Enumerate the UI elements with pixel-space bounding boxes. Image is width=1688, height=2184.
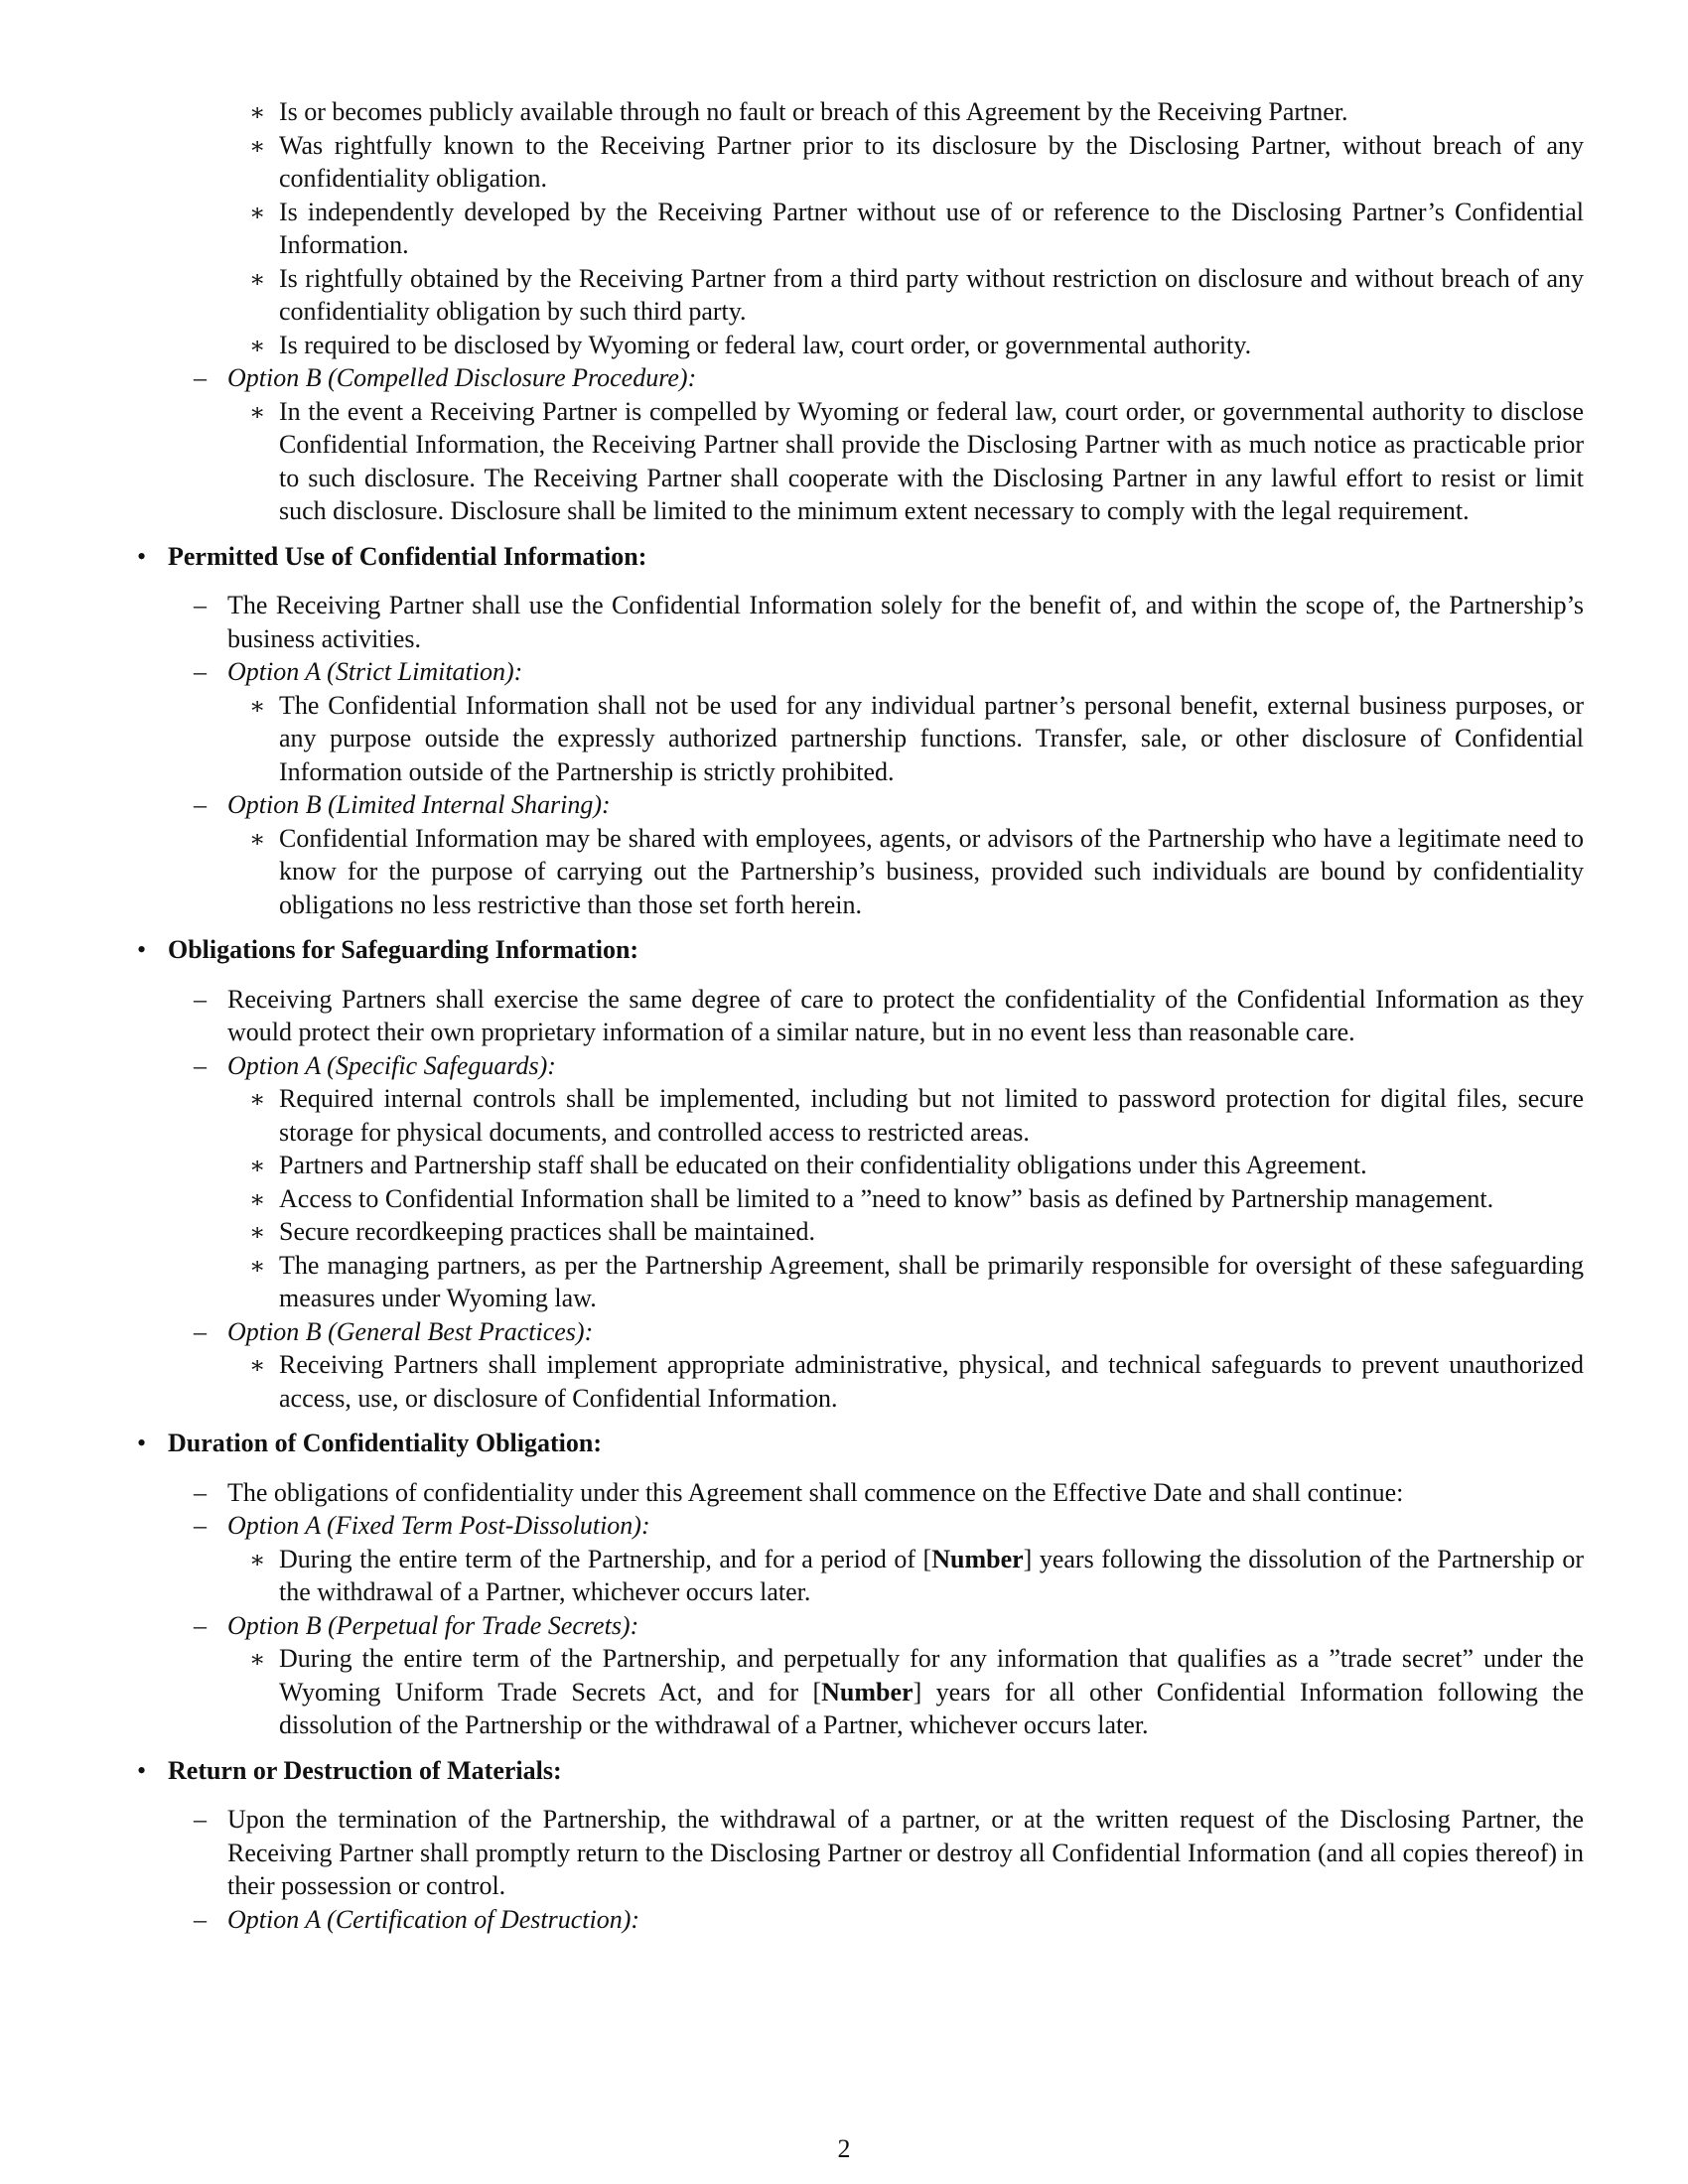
asterisk-bullet-icon: ∗: [249, 1647, 266, 1673]
section-intro: – The obligations of confidentiality under this Agreement shall commence on the Effective Date and shall continue:: [134, 1476, 1584, 1510]
option-text: ∗ During the entire term of the Partnership, and for a period of [Number] years following the dissolution of the Partnership or the withdrawal of a Partner, whichever occurs later.: [249, 1544, 1584, 1606]
dash-bullet-icon: –: [194, 1316, 207, 1346]
asterisk-bullet-icon: ∗: [249, 1186, 266, 1213]
safeguard-item: ∗ The managing partners, as per the Partnership Agreement, shall be primarily responsible for oversight of these safeguarding measures under Wyoming law.: [249, 1250, 1584, 1312]
exception-item: ∗ Is required to be disclosed by Wyoming or federal law, court order, or governmental authority.: [134, 329, 1584, 362]
placeholder-number: Number: [931, 1544, 1024, 1573]
option-text: ∗ During the entire term of the Partnership, and perpetually for any information that qualifies as a ”trade secret” under the Wyoming Uniform Trade Secrets Act, and for [Number] years for all other Confidential Information following the dissolution of the Partnership or the withdrawal of a Partner, whichever occurs later.: [249, 1644, 1584, 1739]
asterisk-bullet-icon: ∗: [249, 399, 266, 426]
asterisk-bullet-icon: ∗: [249, 693, 266, 720]
dash-bullet-icon: –: [194, 1477, 207, 1507]
dash-bullet-icon: –: [194, 790, 207, 819]
option-label: – Option A (Fixed Term Post-Dissolution):: [134, 1509, 1584, 1543]
option-label: – Option B (General Best Practices):: [134, 1315, 1584, 1349]
bullet-icon: •: [137, 935, 147, 964]
dash-bullet-icon: –: [194, 1511, 207, 1540]
exception-item: ∗ Was rightfully known to the Receiving Partner prior to its disclosure by the Disclosing Partner, without breach of any confidentiality obligation.: [249, 130, 1584, 193]
asterisk-bullet-icon: ∗: [249, 826, 266, 853]
exception-item: ∗ Is rightfully obtained by the Receiving Partner from a third party without restriction on disclosure and without breach of any confidentiality obligation by such third party.: [249, 263, 1584, 326]
asterisk-bullet-icon: ∗: [249, 266, 266, 293]
bullet-icon: •: [137, 541, 147, 571]
dash-bullet-icon: –: [194, 657, 207, 686]
option-label: – Option B (Limited Internal Sharing):: [134, 788, 1584, 822]
option-label: – Option A (Specific Safeguards):: [134, 1049, 1584, 1083]
safeguard-item: ∗ Required internal controls shall be implemented, including but not limited to password protection for digital files, secure storage for physical documents, and controlled access to restricted areas.: [249, 1084, 1584, 1147]
asterisk-bullet-icon: ∗: [249, 133, 266, 160]
dash-bullet-icon: –: [194, 1050, 207, 1080]
dash-bullet-icon: –: [194, 1610, 207, 1640]
section-intro: – Receiving Partners shall exercise the same degree of care to protect the confidentiality of the Confidential Information as they would protect their own proprietary information of a similar nature, but in no event less than reasonable care.: [194, 984, 1584, 1046]
section-intro: – The Receiving Partner shall use the Confidential Information solely for the benefit of, and within the scope of, the Partnership’s business activities.: [194, 591, 1584, 653]
option-label: – Option A (Certification of Destruction):: [134, 1903, 1584, 1937]
exception-item: ∗ Is independently developed by the Receiving Partner without use of or reference to the Disclosing Partner’s Confidential Information.: [249, 197, 1584, 259]
asterisk-bullet-icon: ∗: [249, 1353, 266, 1379]
safeguard-item: ∗ Access to Confidential Information shall be limited to a ”need to know” basis as defined by Partnership management.: [134, 1182, 1584, 1216]
option-text: ∗ Confidential Information may be shared with employees, agents, or advisors of the Partnership who have a legitimate need to know for the purpose of carrying out the Partnership’s business, provided such individuals are bound by confidentiality obligations no less restrictive than those set forth herein.: [249, 823, 1584, 919]
asterisk-bullet-icon: ∗: [249, 1253, 266, 1280]
bullet-icon: •: [137, 1429, 147, 1457]
asterisk-bullet-icon: ∗: [249, 100, 266, 126]
exception-item: ∗ Is or becomes publicly available through no fault or breach of this Agreement by the Receiving Partner.: [134, 95, 1584, 129]
page-number: 2: [837, 2134, 851, 2163]
option-text: ∗ The Confidential Information shall not be used for any individual partner’s personal benefit, external business purposes, or any purpose outside the expressly authorized partnership functions. Transfer, sale, or other disclosure of Confidential Information outside of the Partnership is strictly prohibited.: [249, 690, 1584, 786]
asterisk-bullet-icon: ∗: [249, 1154, 266, 1179]
dash-bullet-icon: –: [194, 363, 207, 392]
section-heading-duration: • Duration of Confidentiality Obligation:: [134, 1427, 1584, 1460]
dash-bullet-icon: –: [194, 591, 207, 619]
section-heading-safeguarding: • Obligations for Safeguarding Information:: [134, 933, 1584, 967]
placeholder-number: Number: [821, 1677, 914, 1706]
safeguard-item: ∗ Partners and Partnership staff shall be educated on their confidentiality obligations under this Agreement.: [134, 1149, 1584, 1182]
asterisk-bullet-icon: ∗: [249, 333, 266, 359]
dash-bullet-icon: –: [194, 984, 207, 1014]
section-heading-permitted-use: • Permitted Use of Confidential Information:: [134, 540, 1584, 574]
option-text: ∗ In the event a Receiving Partner is compelled by Wyoming or federal law, court order, or governmental authority to disclose Confidential Information, the Receiving Partner shall provide the Disclosing Partner with as much notice as practicable prior to such disclosure. The Receiving Partner shall cooperate with the Disclosing Partner in any lawful effort to resist or limit such disclosure. Disclosure shall be limited to the minimum extent necessary to comply with the legal requirement.: [249, 396, 1584, 525]
section-intro: – Upon the termination of the Partnership, the withdrawal of a partner, or at the written request of the Disclosing Partner, the Receiving Partner shall promptly return to the Disclosing Partner or destroy all Confidential Information (and all copies thereof) in their possession or control.: [194, 1805, 1584, 1900]
safeguard-item: ∗ Secure recordkeeping practices shall be maintained.: [134, 1215, 1584, 1249]
option-label: – Option B (Compelled Disclosure Procedure):: [134, 361, 1584, 395]
asterisk-bullet-icon: ∗: [249, 1547, 266, 1573]
option-text: ∗ Receiving Partners shall implement appropriate administrative, physical, and technical safeguards to prevent unauthorized access, use, or disclosure of Confidential Information.: [249, 1350, 1584, 1413]
bullet-icon: •: [137, 1755, 147, 1785]
asterisk-bullet-icon: ∗: [249, 1220, 266, 1246]
dash-bullet-icon: –: [194, 1904, 207, 1934]
section-heading-return-materials: • Return or Destruction of Materials:: [134, 1754, 1584, 1788]
asterisk-bullet-icon: ∗: [249, 200, 266, 226]
dash-bullet-icon: –: [194, 1805, 207, 1834]
option-label: – Option B (Perpetual for Trade Secrets):: [134, 1609, 1584, 1643]
option-label: – Option A (Strict Limitation):: [134, 655, 1584, 689]
asterisk-bullet-icon: ∗: [249, 1087, 266, 1113]
